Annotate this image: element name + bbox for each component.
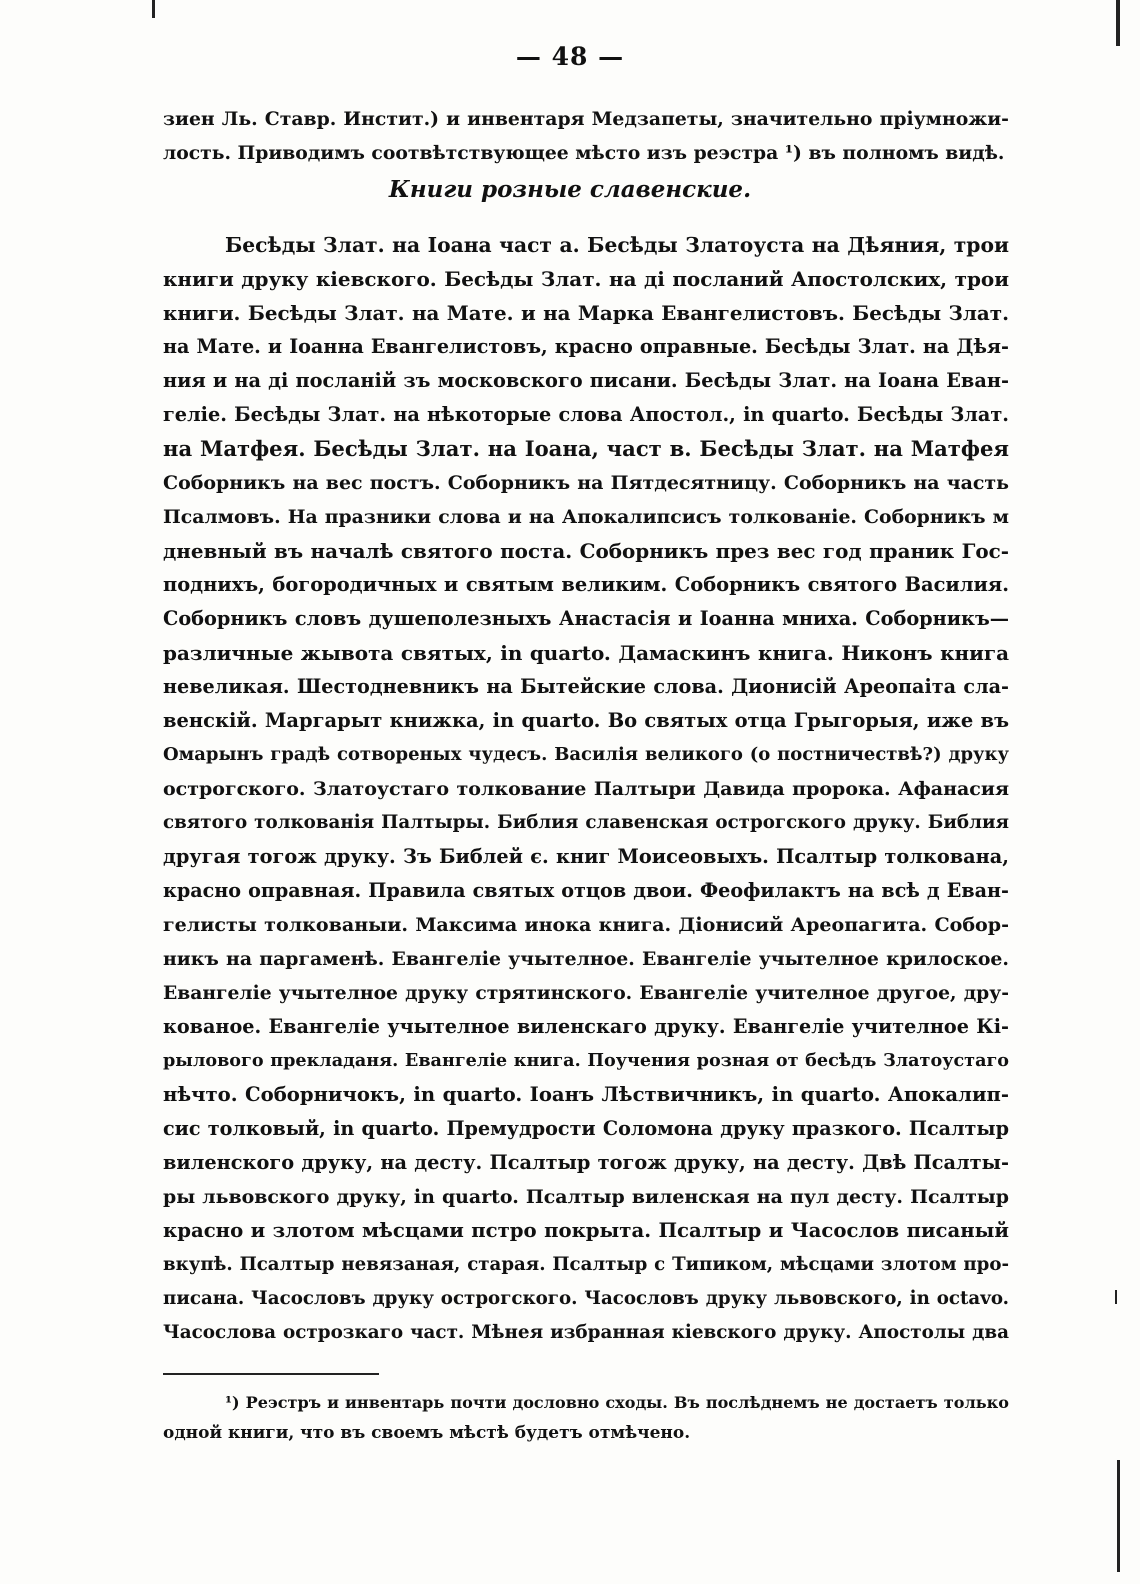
- text-line: никъ на паргаменѣ. Евангеліе учытелное. Евангеліе учытелное крилоское.: [163, 948, 1009, 970]
- text-line: на Мате. и Іоанна Евангелистовъ, красно оправные. Бесѣды Злат. на Дѣя-: [163, 335, 1009, 358]
- text-line: невеликая. Шестодневникъ на Бытейские слова. Дионисій Ареопаіта сла-: [163, 675, 1009, 698]
- text-line: на Матфея. Бесѣды Злат. на Іоана, част в. Бесѣды Злат. на Матфея: [163, 436, 1009, 461]
- text-line: вкупѣ. Псалтыр невязаная, старая. Псалтыр с Типиком, мѣсцами злотом про-: [163, 1254, 1009, 1275]
- text-line: гелисты толкованыи. Максима инока книга. Діонисий Ареопагита. Собор-: [163, 914, 1009, 936]
- text-line: книги друку кіевского. Бесѣды Злат. на ді посланий Апостолских, трои: [163, 267, 1009, 291]
- section-heading: Книги розные славенские.: [388, 176, 752, 203]
- text-line: Часослова острозкаго част. Мѣнея избранная кіевского друку. Апостолы два: [163, 1322, 1009, 1343]
- text-line: поднихъ, богородичных и святым великим. Соборникъ святого Василия.: [163, 573, 1009, 596]
- text-line: Евангеліе учытелное друку стрятинского. Евангеліе учителное другое, дру-: [163, 982, 1009, 1004]
- footnote-line: ¹) Реэстръ и инвентарь почти дословно сходы. Въ послѣднемъ не достаетъ только: [225, 1393, 1009, 1412]
- text-line: Бесѣды Злат. на Іоана част а. Бесѣды Златоуста на Дѣяния, трои: [225, 233, 1009, 257]
- text-line: лость. Приводимъ соотвѣтствующее мѣсто изъ реэстра ¹) въ полномъ видѣ.: [163, 142, 1005, 164]
- text-line: кованое. Евангеліе учытелное виленскаго друку. Евангеліе учителное Кі-: [163, 1015, 1009, 1038]
- text-line: красно оправная. Правила святых отцов двои. Феофилактъ на всѣ д Еван-: [163, 879, 1009, 902]
- text-line: венскій. Маргарыт книжка, in quarto. Во святых отца Грыгорыя, иже въ: [163, 709, 1009, 732]
- scan-edge-mark: [1116, 0, 1120, 46]
- text-line: Соборникъ на вес постъ. Соборникъ на Пятдесятницу. Соборникъ на часть: [163, 472, 1009, 494]
- text-line: геліе. Бесѣды Злат. на нѣкоторые слова Апостол., in quarto. Бесѣды Злат.: [163, 403, 1009, 426]
- text-line: дневный въ началѣ святого поста. Соборникъ през вес год праник Гос-: [163, 539, 1009, 563]
- footnote-rule: [163, 1373, 379, 1375]
- text-line: сис толковый, in quarto. Премудрости Соломона друку празкого. Псалтыр: [163, 1117, 1009, 1140]
- text-line: острогского. Златоустаго толкование Палтыри Давида пророка. Афанасия: [163, 778, 1009, 800]
- text-line: Омарынъ градѣ сотвореных чудесъ. Василія великого (о постничествѣ?) друку: [163, 744, 1009, 765]
- text-line: ры львовского друку, in quarto. Псалтыр виленская на пул десту. Псалтыр: [163, 1186, 1009, 1208]
- body-paragraph: [163, 228, 1009, 1350]
- text-line: ния и на ді посланій зъ московского писани. Бесѣды Злат. на Іоана Еван-: [163, 369, 1009, 392]
- text-line: зиен Ль. Ставр. Инстит.) и инвентаря Медзапеты, значительно пріумножи-: [163, 108, 1009, 130]
- scan-edge-mark: [152, 0, 155, 18]
- footnote-line: одной книги, что въ своемъ мѣстѣ будетъ отмѣчено.: [163, 1423, 691, 1443]
- page-number: — 48 —: [515, 42, 625, 71]
- text-line: красно и злотом мѣсцами пстро покрыта. Псалтыр и Часослов писаный: [163, 1219, 1009, 1242]
- text-line: виленского друку, на десту. Псалтыр тогож друку, на десту. Двѣ Псалты-: [163, 1151, 1009, 1174]
- text-line: книги. Бесѣды Злат. на Мате. и на Марка Евангелистовъ. Бесѣды Злат.: [163, 301, 1009, 325]
- footnote: [163, 1388, 1009, 1448]
- text-line: Псалмовъ. На празники слова и на Апокалипсисъ толкованіе. Соборникъ м: [163, 506, 1009, 528]
- intro-paragraph: [163, 102, 1009, 170]
- scan-edge-mark: [1115, 1290, 1117, 1304]
- text-line: другая тогож друку. Зъ Библей є. книг Моисеовыхъ. Псалтыр толкована,: [163, 845, 1009, 868]
- scan-edge-mark: [1117, 1460, 1120, 1572]
- text-line: рылового прекладаня. Евангеліе книга. Поучения розная от бесѣдъ Златоустаго: [163, 1050, 1009, 1071]
- text-line: святого толкованія Палтыры. Библия славенская острогского друку. Библия: [163, 812, 1009, 833]
- text-line: писана. Часословъ друку острогского. Часословъ друку львовского, in octavo.: [163, 1288, 1009, 1309]
- text-line: Соборникъ словъ душеполезныхъ Анастасія и Іоанна мниха. Соборникъ—: [163, 607, 1009, 630]
- text-line: различные жывота святых, in quarto. Дамаскинъ книга. Никонъ книга: [163, 641, 1009, 665]
- text-line: нѣчто. Соборничокъ, in quarto. Іоанъ Лѣствичникъ, in quarto. Апокалип-: [163, 1083, 1009, 1106]
